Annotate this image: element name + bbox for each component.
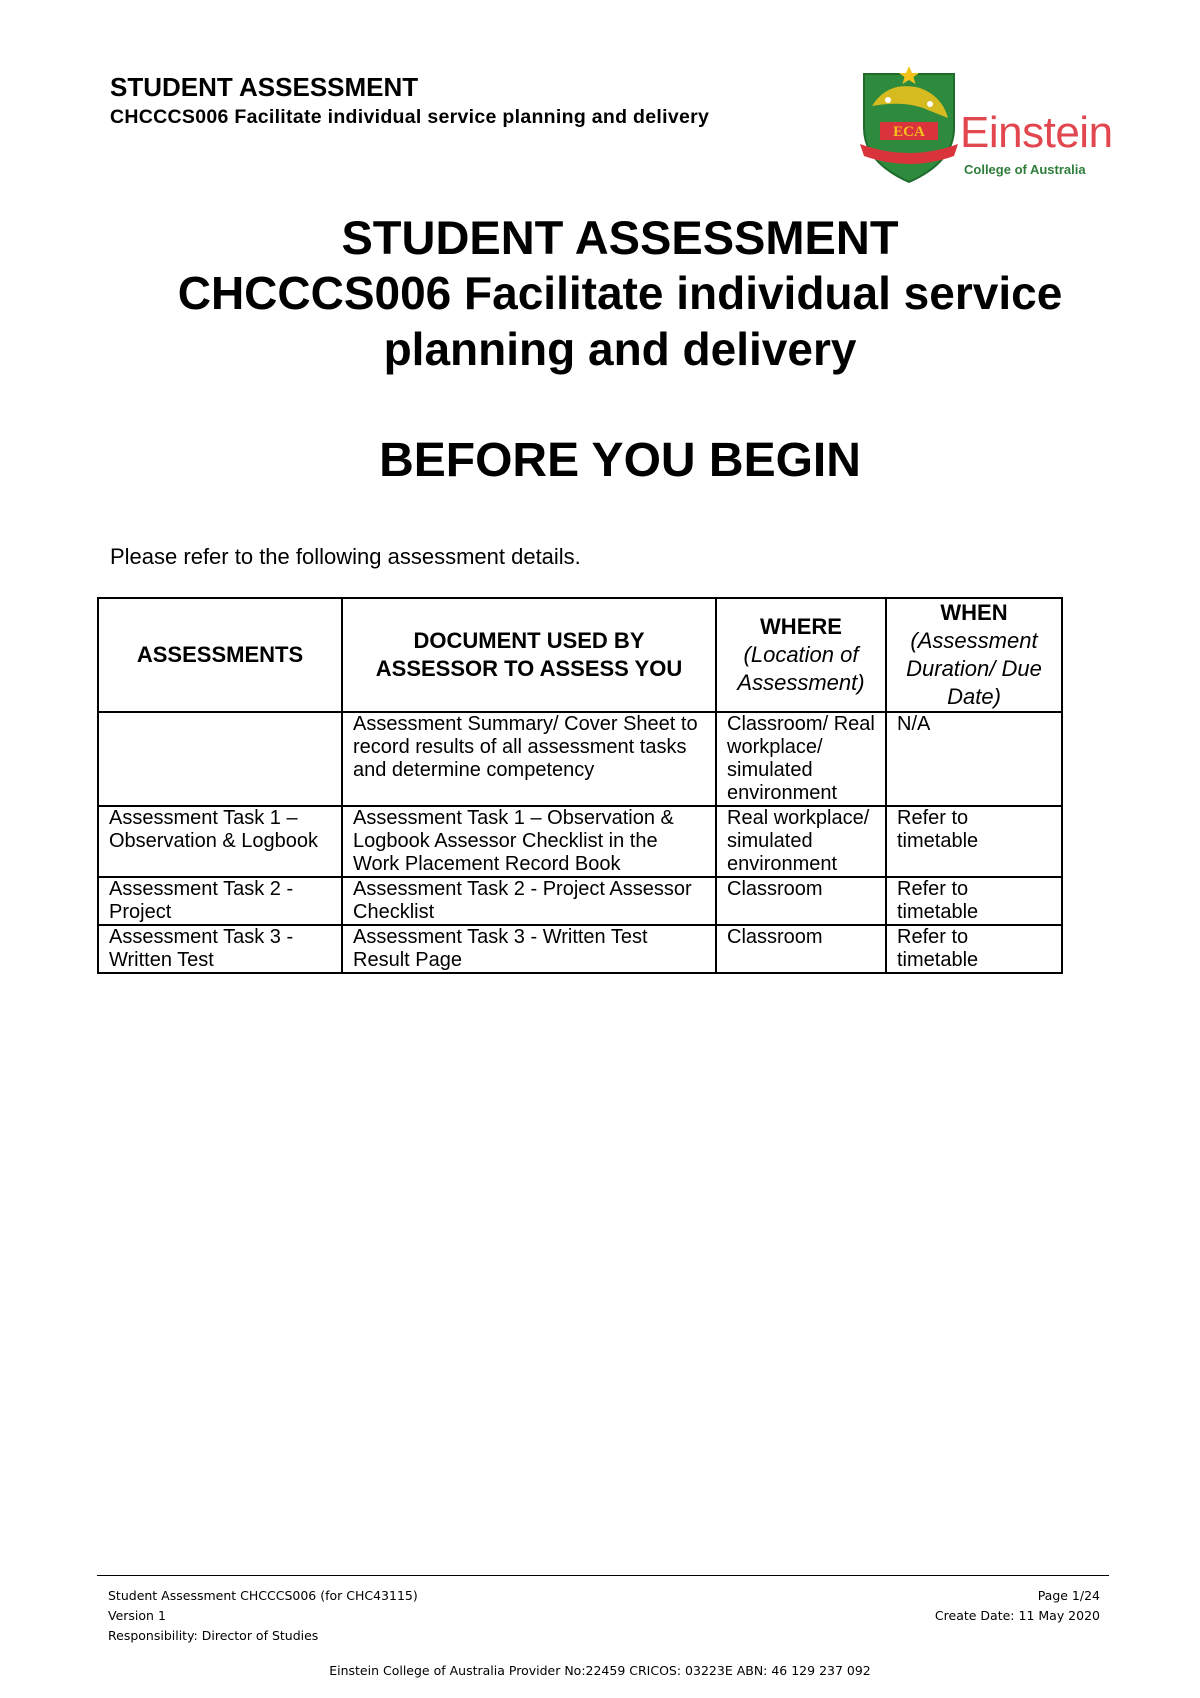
- svg-text:ECA: ECA: [893, 124, 925, 140]
- main-title-line3: planning and delivery: [383, 323, 857, 375]
- table-header-row: [98, 598, 1062, 712]
- cell-document: Assessment Task 2 - Project Assessor Checklist: [342, 877, 716, 925]
- college-logo: [858, 66, 1113, 188]
- cell-document: Assessment Task 3 - Written Test Result Page: [342, 925, 716, 973]
- header-assessments: ASSESSMENTS: [98, 598, 342, 712]
- intro-text: Please refer to the following assessment details.: [110, 544, 581, 569]
- footer-responsibility: Responsibility: Director of Studies: [108, 1628, 319, 1643]
- cell-assessment: Assessment Task 3 - Written Test: [98, 925, 342, 973]
- cell-where: Real workplace/ simulated environment: [716, 806, 886, 877]
- footer-version: Version 1: [108, 1608, 166, 1623]
- table-row: [98, 925, 1062, 973]
- college-crest-icon: [858, 66, 960, 188]
- cell-assessment: Assessment Task 2 - Project: [98, 877, 342, 925]
- header-document: DOCUMENT USED BY ASSESSOR TO ASSESS YOU: [342, 598, 716, 712]
- logo-wordmark: Einstein: [960, 108, 1113, 157]
- cell-where: Classroom/ Real workplace/ simulated environment: [716, 712, 886, 806]
- cell-when: Refer to timetable: [886, 925, 1062, 973]
- footer-divider: [97, 1575, 1109, 1576]
- main-title-line2: CHCCCS006 Facilitate individual service: [177, 267, 1063, 319]
- cell-document: Assessment Task 1 – Observation & Logbook Assessor Checklist in the Work Placement Record Book: [342, 806, 716, 877]
- cell-document: Assessment Summary/ Cover Sheet to record results of all assessment tasks and determine competency: [342, 712, 716, 806]
- footer-page-number: Page 1/24: [1037, 1588, 1100, 1603]
- section-title: BEFORE YOU BEGIN: [379, 434, 861, 487]
- cell-when: Refer to timetable: [886, 806, 1062, 877]
- cell-assessment: [98, 712, 342, 806]
- header-where: WHERE (Location of Assessment): [716, 598, 886, 712]
- header-when: WHEN (Assessment Duration/ Due Date): [886, 598, 1062, 712]
- footer-provider-info: Einstein College of Australia Provider No:22459 CRICOS: 03223E ABN: 46 129 237 092: [329, 1663, 871, 1678]
- cell-assessment: Assessment Task 1 – Observation & Logbook: [98, 806, 342, 877]
- main-title-line1: STUDENT ASSESSMENT: [341, 211, 899, 264]
- cell-where: Classroom: [716, 925, 886, 973]
- table-row: [98, 877, 1062, 925]
- header-subtitle: CHCCCS006 Facilitate individual service planning and delivery: [110, 106, 710, 128]
- cell-when: N/A: [886, 712, 1062, 806]
- header-title: STUDENT ASSESSMENT: [110, 72, 419, 102]
- table-row: [98, 806, 1062, 877]
- logo-subtitle: College of Australia: [964, 162, 1086, 177]
- assessment-details-table: [97, 597, 1063, 974]
- cell-where: Classroom: [716, 877, 886, 925]
- footer-document-id: Student Assessment CHCCCS006 (for CHC43115): [108, 1588, 418, 1603]
- table-row: [98, 712, 1062, 806]
- footer-create-date: Create Date: 11 May 2020: [934, 1608, 1100, 1623]
- cell-when: Refer to timetable: [886, 877, 1062, 925]
